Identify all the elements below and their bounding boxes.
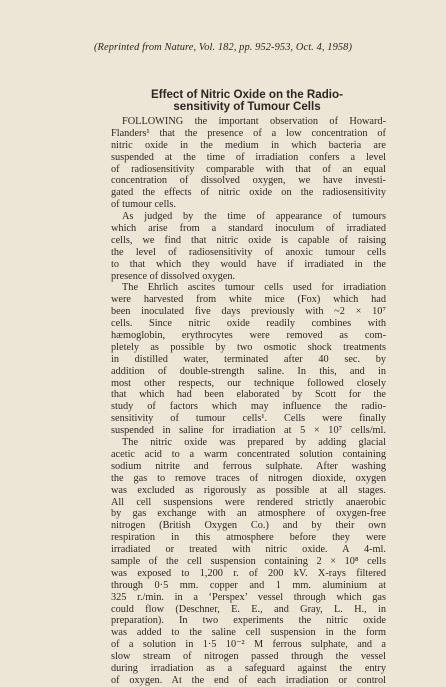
body-line: the level of radiosensitivity of anoxic tumour cells xyxy=(111,246,386,258)
body-line: As judged by the time of appearance of tumours xyxy=(122,211,386,223)
body-line: through 0·5 mm. copper and 1 mm. aluminium at xyxy=(111,579,386,591)
body-line: was added to the saline cell suspension in the form xyxy=(111,627,386,639)
body-line: respiration in this atmosphere before they were xyxy=(111,532,386,544)
body-line: most other respects, our technique followed closely xyxy=(111,377,386,389)
body-line: addition of double-strength saline. In this, and in xyxy=(111,365,386,377)
body-line: which arise from a standard inoculum of irradiated xyxy=(111,223,386,235)
body-line: hæmoglobin, erythrocytes were removed as com- xyxy=(111,330,386,342)
body-line: the gas to remove traces of nitrogen dioxide, oxygen xyxy=(111,472,386,484)
reprint-note: (Reprinted from Nature, Vol. 182, pp. 952-953, Oct. 4, 1958) xyxy=(93,42,353,53)
body-line: of radiosensitivity comparable with that of an equal xyxy=(111,163,386,175)
body-line: 325 r./min. in a ‘Perspex’ vessel through which gas xyxy=(111,591,386,603)
body-line: that which had been elaborated by Scott for the xyxy=(111,389,386,401)
body-line: been inoculated five days previously with ~2 × 10⁷ xyxy=(111,306,386,318)
article-body xyxy=(111,116,386,687)
body-line: could flow (Deschner, E. E., and Gray, L. H., in xyxy=(111,603,386,615)
body-line: of oxygen. At the end of each irradiation or control xyxy=(111,674,386,686)
body-line: gated the effects of nitric oxide on the radiosensitivity xyxy=(111,187,386,199)
body-line: preparation). In two experiments the nitric oxide xyxy=(111,615,386,627)
title-line: Effect of Nitric Oxide on the Radio- xyxy=(151,88,343,101)
body-line: sensitivity of tumour cells¹. Cells were finally xyxy=(111,413,386,425)
body-line: during irradiation as a safeguard against the entry xyxy=(111,662,386,674)
body-line: sodium nitrite and ferrous sulphate. After washing xyxy=(111,460,386,472)
body-line: nitric oxide in the medium in which bacteria are xyxy=(111,139,386,151)
body-line: were harvested from white mice (Fox) which had xyxy=(111,294,386,306)
body-line: was excluded as rigorously as possible at all stages. xyxy=(111,484,386,496)
body-line: All cell suspensions were rendered strictly anaerobic xyxy=(111,496,386,508)
body-line: irradiated or treated with nitric oxide. A 4-ml. xyxy=(111,544,386,556)
body-line: slow stream of nitrogen passed through the vessel xyxy=(111,651,386,663)
body-line: in distilled water, terminated after 40 sec. by xyxy=(111,353,386,365)
body-line: sample of the cell suspension containing 2 × 10⁸ cells xyxy=(111,555,386,567)
body-line: suspended in saline for irradiation at 5 × 10⁷ cells/ml. xyxy=(111,425,386,437)
body-line: presence of dissolved oxygen. xyxy=(111,270,236,282)
body-line: by gas exchange with an atmosphere of oxygen-free xyxy=(111,508,386,520)
body-line: suspended at the time of irradiation confers a level xyxy=(111,151,386,163)
body-line: study of factors which may influence the radio- xyxy=(111,401,386,413)
title-line: sensitivity of Tumour Cells xyxy=(173,99,321,113)
body-line: was exposed to 1,200 r. of 200 kV. X-rays filtered xyxy=(111,567,386,579)
body-line: cells. Since nitric oxide readily combines with xyxy=(111,318,386,330)
body-line: Flanders¹ that the presence of a low concentration of xyxy=(111,127,386,139)
article-title xyxy=(112,88,382,112)
body-line: FOLLOWING the important observation of Howard- xyxy=(122,116,386,127)
body-line: The nitric oxide was prepared by adding glacial xyxy=(122,437,386,449)
body-line: concentration of dissolved oxygen, we have investi- xyxy=(111,175,386,187)
body-line: to that which they would have if irradiated in the xyxy=(111,258,386,270)
body-line: cells, we find that nitric oxide is capable of raising xyxy=(111,234,386,246)
body-line: of tumour cells. xyxy=(111,199,176,211)
body-line: of a solution in 1·5 10⁻² M ferrous sulphate, and a xyxy=(111,639,386,651)
body-line: The Ehrlich ascites tumour cells used for irradiation xyxy=(122,282,386,294)
body-line: nitrogen (British Oxygen Co.) and by their own xyxy=(111,520,386,532)
body-line: pletely as possible by two osmotic shock treatments xyxy=(111,341,386,353)
body-line: acetic acid to a warm concentrated solution containing xyxy=(111,448,386,460)
drop-word: FOLLOWING xyxy=(122,116,184,127)
